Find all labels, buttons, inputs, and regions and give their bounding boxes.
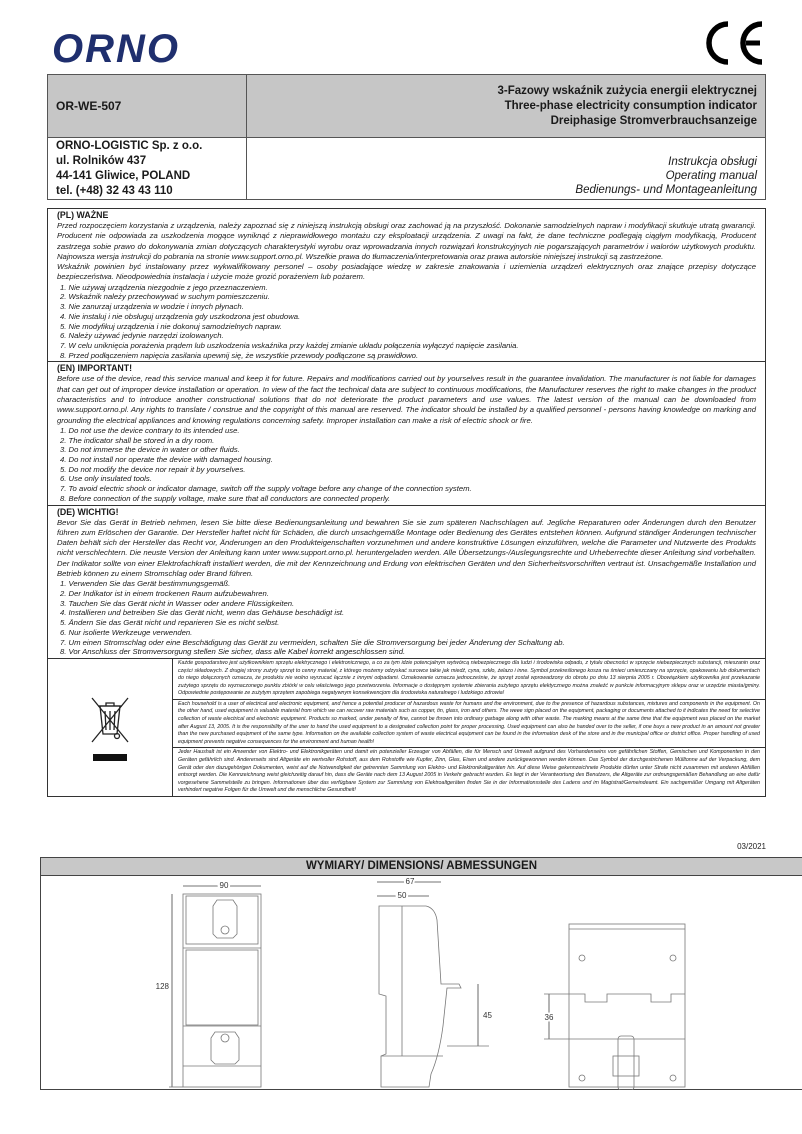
dim-label-depth-front: 50 [397,891,407,900]
list-item: 7. W celu uniknięcia porażenia prądem lub uszkodzenia wskaźnika przy każdej zmianie układu połączenia wyłączyć napięcie zasilania. [60,341,519,350]
list-item: 7. To avoid electric shock or indicator damage, switch off the supply voltage before any change of the connection system. [60,484,472,494]
manual-title-en: Operating manual [665,170,757,182]
safety-list-en [57,426,756,504]
list-item: 3. Tauchen Sie das Gerät nicht in Wasser oder andere Flüssigkeiten. [60,598,295,608]
list-item: 1. Verwenden Sie das Gerät bestimmungsgemäß. [60,579,231,589]
dim-label-rail-height: 36 [544,1013,554,1022]
title-en: Three-phase electricity consumption indicator [504,99,757,112]
title-pl: 3-Fazowy wskaźnik zużycia energii elektrycznej [497,84,757,97]
document-date: 03/2021 [737,842,766,851]
dim-label-height: 128 [155,982,169,991]
dim-label-width: 90 [219,881,229,890]
weee-text-de: Jeder Haushalt ist ein Anwender von Elektro- und Elektronikgeräten und damit ein potenzieller Erzeuger von Abfällen, die für Mensch und Umwelt aufgrund des Vorhandenseins von gefährlichen Stoffen, Gemischen und Komponenten in den Geräten gefährlich sind. Andererseits sind Altgeräte ein wertvoller Rohstoff, aus dem Rohstoffe wie Kupfer, Zinn, Glas, Eisen und andere zurückgewonnen werden können. Das Symbol der durchgestrichenen Mülltonne auf der Verpackung, dem Gerät oder den dazugehörigen Dokumenten, weist auf die Notwendigkeit der getrennten Sammlung von Elektro- und Elektronikaltgeräten hin. Auf diese Weise gekennzeichnete Produkte dürfen unter Strafe nicht zusammen mit anderen Abfällen entsorgt werden. Die Kennzeichnung weist gleichzeitig darauf hin, dass die Geräte nach dem 13 August 2005 in Verkehr gebracht wurden. Es liegt in der Verantwortung des Benutzers, die Altgeräte zur ordnungsgemäßen Behandlung an eine dafür vorgesehene Sammelstelle zu bringen. Informationen über das verfügbare System zur Sammlung von Elektroaltgeräten finden Sie in der Informationsstelle des Ladens und im Magistrat/Gemeindeamt. Ein sachgemäßer Umgang mit Altgeräten verhindert negative Folgen für die Umwelt und die menschliche Gesundheit! [178,749,760,794]
weee-bar [93,754,127,761]
safety-list-de [57,579,756,657]
dimensions-drawing [41,876,802,1090]
list-item: 7. Um einen Stromschlag oder eine Beschädigung das Gerät zu vermeiden, schalten Sie die Stromversorgung bei jeder Änderung der Schaltung ab. [60,637,565,647]
list-item: 5. Nie modyfikuj urządzenia i nie dokonuj samodzielnych napraw. [60,321,282,331]
company-phone: tel. (+48) 32 43 43 110 [56,184,173,197]
list-item: 2. Wskaźnik należy przechowywać w suchym pomieszczeniu. [60,292,270,302]
company-street: ul. Rolników 437 [56,154,147,167]
orno-logo [52,28,204,68]
list-item: 3. Do not immerse the device in water or other fluids. [60,445,240,455]
list-item: 4. Installieren und betreiben Sie das Gerät nicht, wenn das Gehäuse beschädigt ist. [60,608,345,618]
section-heading-en: (EN) IMPORTANT! [57,363,133,374]
manual-titles [247,138,766,200]
section-heading-de: (DE) WICHTIG! [57,506,119,517]
model-number: OR-WE-507 [48,75,247,138]
paragraph: Wskaźnik powinien być instalowany przez wykwalifikowany personel – osoby posiadające wiedzę w zakresie znakowania i uziemienia urządzeń elektrycznych oraz znające przepisy dotyczące bezpieczeństwa. Nieodpowiednia instalacja i użycie może grozić porażeniem lub pożarem. [57,262,756,282]
list-item: 6. Należy używać jedynie narzędzi izolowanych. [60,331,224,341]
company-name: ORNO-LOGISTIC Sp. z o.o. [56,139,203,152]
paragraph: Bevor Sie das Gerät in Betrieb nehmen, lesen Sie bitte diese Bedienungsanleitung und bewahren Sie sie zum späteren Nachschlagen auf. Jegliche Reparaturen oder Änderungen durch den Benutzer führen zum Erlöschen der Garantie. Der Hersteller haftet nicht für Schäden, die durch unsachgemäße Montage oder Bedienung des Gerätes entstehen können. Aufgrund ständiger Änderungen technischer Daten behält sich der Hersteller das Recht vor, Änderungen an den Produkteigenschaften vorzunehmen und andere konstruktive Lösungen einzuführen, welche die Parameter und Nutzwerte des Produkts nicht verschlechtern. Die neuste Version der Anleitung kann unter www.support.orno.pl. heruntergeladen werden. Alle Übersetzungs-/Auslegungsrechte und Urheberrechte dieser Anleitung sind vorbehalten. Der Indikator sollte von einer Elektrofachkraft installiert werden, die mit der Kennzeichnung und Erdung von elektrischen Geräten und den Sicherheitsvorschriften vertraut ist. Unsachgemäße Installation und Betrieb können zu einem Stromschlag oder Brand führen. [57,517,756,578]
list-item: 1. Do not use the device contrary to its intended use. [60,425,240,435]
list-item: 6. Use only insulated tools. [60,474,152,484]
product-titles [247,75,766,138]
weee-text-column [173,659,765,796]
svg-text:ORNO: ORNO [52,28,180,68]
manual-title-de: Bedienungs- und Montageanleitung [575,184,757,196]
manual-title-pl: Instrukcja obsługi [668,156,757,168]
list-item: 1. Nie używaj urządzenia niezgodnie z jego przeznaczeniem. [60,282,268,292]
paragraph: Before use of the device, read this service manual and keep it for future. Repairs and modifications carried out by yourselves result in the guarantee invalidation. The manufacturer is not liable for damages that can get out of improper device installation or operation. In view of the fact the technical data are subject to continuous modifications, the Manufacturer reserves the right to make changes in the product characteristics and to introduce another constructional solutions that do not deteriorate the product parameters and use values. The latest version of the manual can be downloaded from www.support.orno.pl. Any rights to translate / construe and the copyright of this manual are reserved. The indicator should be installed by a qualified personnel - persons having knowledge on marking and grounding the electrical appliances and knowing regulations concerning safety. Improper installation can make a risk of electric shock or fire. [57,374,756,425]
dim-label-side-height: 45 [483,1011,492,1020]
list-item: 6. Nur isolierte Werkzeuge verwenden. [60,627,193,637]
list-item: 5. Ändern Sie das Gerät nicht und reparieren Sie es nicht selbst. [60,618,280,628]
weee-icon-column [48,659,173,796]
section-heading-pl: (PL) WAŻNE [57,210,109,220]
list-item: 8. Przed podłączeniem napięcia zasilania upewnij się, że wszystkie przewody podłączone są prawidłowo. [60,350,419,360]
list-item: 2. The indicator shall be stored in a dry room. [60,435,215,445]
paragraph: Przed rozpoczęciem korzystania z urządzenia, należy zapoznać się z niniejszą instrukcją obsługi oraz zachować ją na przyszłość. Dokonanie samodzielnych napraw i modyfikacji skutkuje utratą gwarancji. Producent nie odpowiada za uszkodzenia mogące wyniknąć z nieprawidłowego montażu czy eksploatacji urządzenia. Z uwagi na fakt, że dane techniczne podlegają ciągłym modyfikacją, Producent zastrzega sobie prawo do dokonywania zmian dotyczących charakterystyki wyrobu oraz wprowadzania innych rozwiązań konstrukcyjnych nie pogarszających parametrów i walorów użytkowych produktu. Najnowsza wersja instrukcji do pobrania na stronie www.support.orno.pl. Wszelkie prawa do tłumaczenia/interpretowania oraz prawa autorskie niniejszej instrukcji są zastrzeżone. [57,221,756,261]
list-item: 4. Nie instaluj i nie obsługuj urządzenia gdy uszkodzona jest obudowa. [60,311,301,321]
dim-label-depth-total: 67 [405,877,415,886]
weee-text-pl: Każde gospodarstwo jest użytkownikiem sprzętu elektrycznego i elektronicznego, a co za tym idzie potencjalnym wytwórcą niebezpiecznego dla ludzi i środowiska odpadu, z tytułu obecności w sprzęcie niebezpiecznych substancji, mieszanin oraz części składowych. Z drugiej strony zużyty sprzęt to cenny materiał, z którego możemy odzyskać surowce takie jak miedź, cyna, szkło, żelazo i inne. Symbol przekreślonego kosza na śmieci umieszczany na sprzęcie, opakowaniu lub dokumentach do niego dołączonych oznacza, że produktu nie wolno wyrzucać łącznie z innymi odpadami. Oznakowanie oznacza jednocześnie, że sprzęt został wprowadzony do obrotu po dniu 13 sierpnia 2005 r. Obowiązkiem użytkownika jest przekazanie zużytego sprzętu do wyznaczonego punktu zbiórki w celu właściwego jego przetworzenia. Informacje o dostępnym systemie zbierania zużytego sprzętu elektycznego można znaleźć w punkcie informacyjnym sklepu oraz w urzędzie miasta/gminy. Odpowiednie postępowanie ze zużytym sprzętem zapobiega negatywnym konsekwencjom dla środowiska naturalnego i ludzkiego zdrowia! [173,659,765,700]
list-item: 4. Do not install nor operate the device with damaged housing. [60,455,273,464]
crossed-out-wheelie-bin-icon [88,694,132,746]
section-pl [48,209,765,362]
section-de [48,506,765,659]
company-address [48,138,247,200]
weee-section [48,659,765,796]
company-city: 44-141 Gliwice, POLAND [56,169,191,182]
title-de: Dreiphasige Stromverbrauchsanzeige [550,114,757,127]
list-item: 8. Vor Anschluss der Stromversorgung stellen Sie sicher, dass alle Kabel korrekt angeschlossen sind. [60,647,406,657]
safety-info-box [47,208,766,797]
list-item: 5. Do not modify the device nor repair it by yourselves. [60,464,246,474]
safety-list-pl [57,283,756,361]
dimensions-section [40,857,802,1090]
weee-text-en: Each household is a user of electrical and electronic equipment, and hence a potential producer of hazardous waste for humans and the environment, due to the presence of hazardous substances, mixtures and components in the equipment. On the other hand, used equipment is valuable material from which we can recover raw materials such as copper, tin, glass, iron and others. The weee sign placed on the equipment, packaging or documents attached to it indicates the need for selective collection of waste electrical and electronic equipment. Products so marked, under penalty of fine, cannot be thrown into ordinary garbage along with other waste. The marking means at the same time that the equipment was placed on the market after August 13, 2005. It is the responsibility of the user to hand the used equipment to a designated collection point for proper processing. Used equipment can also be handed over to the seller, if one buys a new product in an amount not greater than the new purchased equipment of the same type. Information on the available collection system of waste electrical equipment can be found in the information desk of the store and in the municipal office or district office. Proper handling of used equipment prevents negative consequences for the environment and human health! [173,700,765,749]
section-en [48,362,765,505]
dimensions-title: WYMIARY/ DIMENSIONS/ ABMESSUNGEN [41,858,802,876]
ce-mark-icon [700,20,766,66]
list-item: 8. Before connection of the supply voltage, make sure that all conductors are connected properly. [60,493,391,503]
list-item: 3. Nie zanurzaj urządzenia w wodzie i innych płynach. [60,302,244,312]
list-item: 2. Der Indikator ist in einem trockenen Raum aufzubewahren. [60,589,269,598]
header-table [47,74,766,200]
